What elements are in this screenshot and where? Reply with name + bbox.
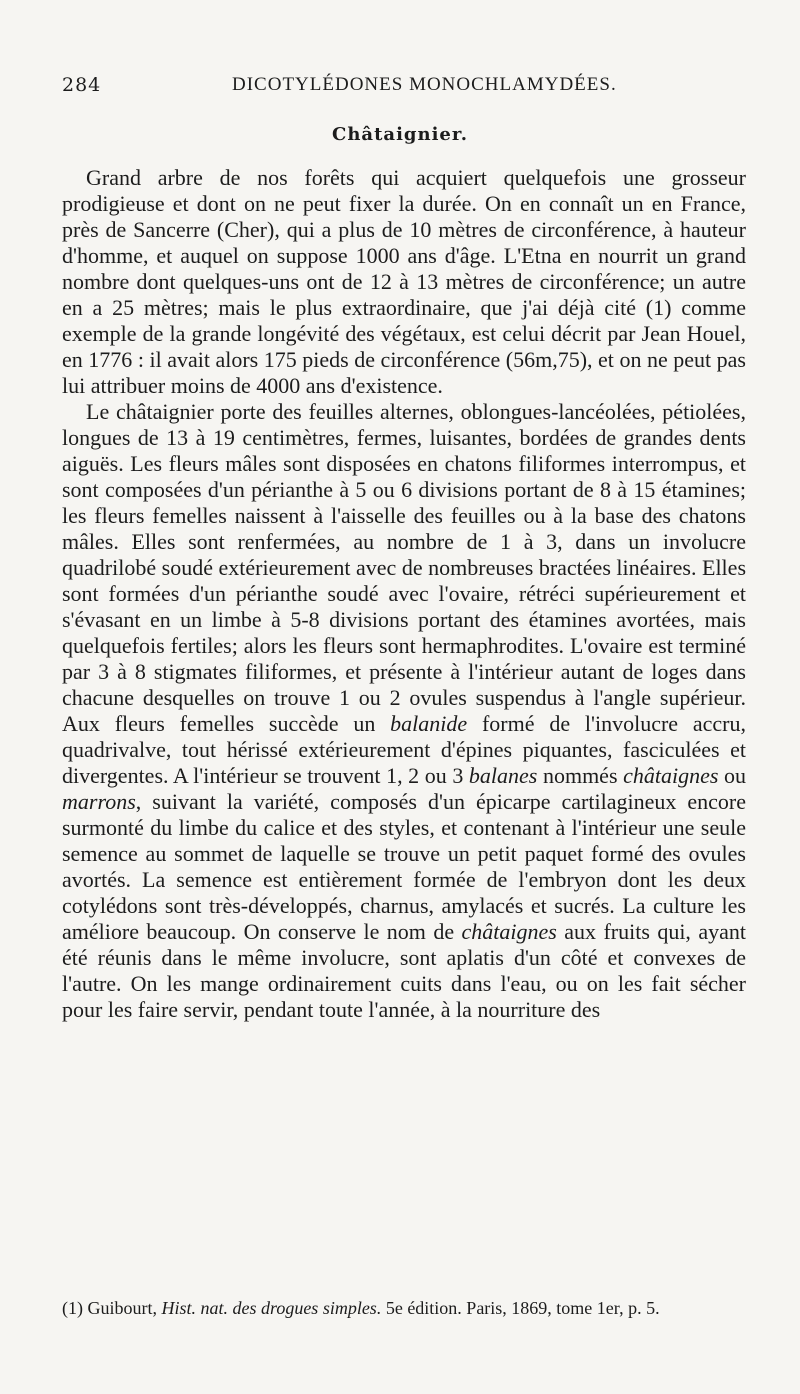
- term-balanes: balanes: [468, 763, 538, 788]
- term-marrons: marrons: [62, 789, 136, 814]
- body-text: [62, 165, 746, 1023]
- paragraph-1-text: Grand arbre de nos forêts qui acquiert quelquefois une grosseur prodigieuse et dont on ne peut fixer la durée. On en connaît un en France, près de Sancerre (Cher), qui a plus de 10 mètres de circonférence, à hauteur d'homme, et auquel on suppose 1000 ans d'âge. L'Etna en nourrit un grand nombre dont quelques-uns ont de 12 à 13 mètres de circonférence; un autre en a 25 mètres; mais le plus extraordinaire, que j'ai déjà cité (1) comme exemple de la grande longévité des végétaux, est celui décrit par Jean Houel, en 1776 : il avait alors 175 pieds de circonférence (56m,75), et on ne peut pas lui attribuer moins de 4000 ans d'existence.: [62, 165, 746, 398]
- footnote-text-a: (1) Guibourt,: [62, 1298, 162, 1318]
- footnote-title: Hist. nat. des drogues simples.: [161, 1298, 382, 1318]
- paragraph-2: [62, 399, 746, 1023]
- section-title: Châtaignier.: [332, 124, 468, 145]
- paragraph-2-text-c: nommés: [537, 763, 624, 788]
- footnote-text-b: 5e édition. Paris, 1869, tome 1er, p. 5.: [381, 1298, 660, 1318]
- term-chataignes-2: châtaignes: [461, 919, 557, 944]
- paragraph-2-text-b: formé de l'involucre accru, quadrivalve, tout hérissé extérieurement d'épines piquantes, fasciculées et divergentes. A l'intérieur se trouvent 1, 2 ou 3: [62, 711, 746, 788]
- paragraph-2-text-f: aux fruits qui, ayant été réunis dans le même involucre, sont aplatis d'un côté et convexes de l'autre. On les mange ordinairement cuits dans l'eau, ou on les fait sécher pour les faire servir, pendant toute l'année, à la nourriture des: [62, 919, 746, 1022]
- term-balanide: balanide: [390, 711, 468, 736]
- paragraph-2-text-e: , suivant la variété, composés d'un épicarpe cartilagineux encore surmonté du limbe du calice et des styles, et contenant à l'intérieur une seule semence au sommet de laquelle se trouve un petit paquet formé des ovules avortés. La semence est entièrement formée de l'embryon dont les deux cotylédons sont très-développés, charnus, amylacés et sucrés. La culture les améliore beaucoup. On conserve le nom de: [62, 789, 746, 944]
- paragraph-2-text-d: ou: [718, 763, 746, 788]
- running-title: DICOTYLÉDONES MONOCHLAMYDÉES.: [232, 74, 617, 95]
- page-number: 284: [62, 74, 102, 96]
- paragraph-2-text-a: Le châtaignier porte des feuilles alternes, oblongues-lancéolées, pétiolées, longues de 13 à 19 centimètres, fermes, luisantes, bordées de grandes dents aiguës. Les fleurs mâles sont disposées en chatons filiformes interrompus, et sont composées d'un périanthe à 5 ou 6 divisions portant de 8 à 15 étamines; les fleurs femelles naissent à l'aisselle des feuilles ou à la base des chatons mâles. Elles sont renfermées, au nombre de 1 à 3, dans un involucre quadrilobé soudé extérieurement avec de nombreuses bractées linéaires. Elles sont formées d'un périanthe soudé avec l'ovaire, rétréci supérieurement et s'évasant en un limbe à 5-8 divisions portant des étamines avortées, mais quelquefois fertiles; alors les fleurs sont hermaphrodites. L'ovaire est terminé par 3 à 8 stigmates filiformes, et présente à l'intérieur autant de loges dans chacune desquelles on trouve 1 ou 2 ovules suspendus à l'angle supérieur. Aux fleurs femelles succède un: [62, 399, 746, 736]
- paragraph-1: [62, 165, 746, 399]
- term-chataignes: châtaignes: [623, 763, 719, 788]
- footnote: [62, 1296, 746, 1320]
